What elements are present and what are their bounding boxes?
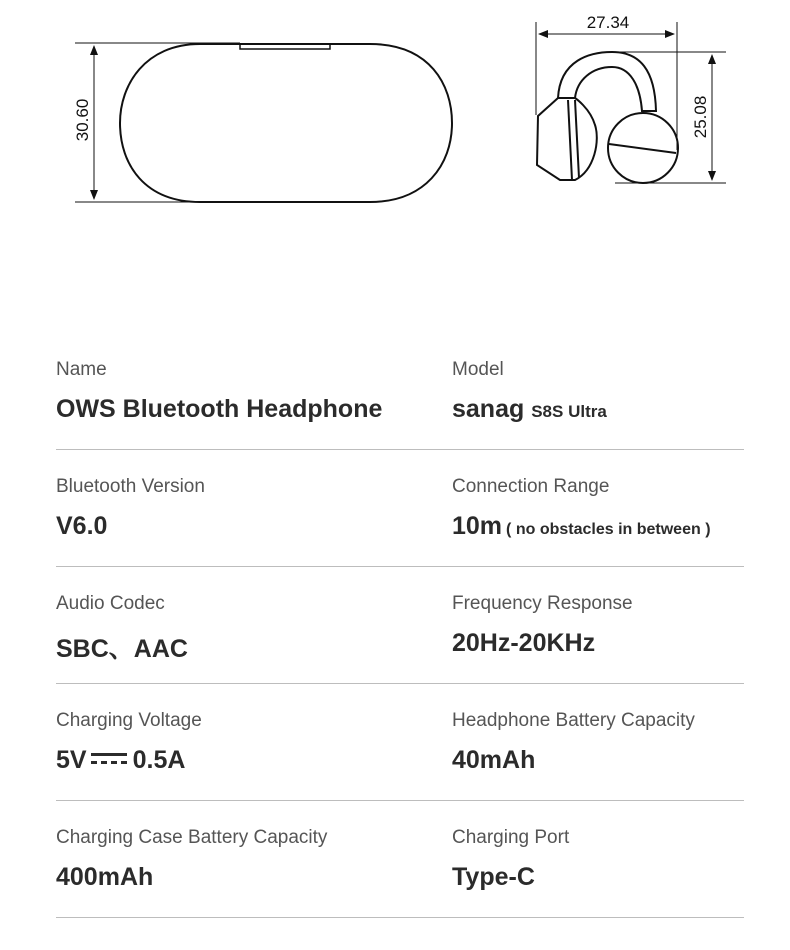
spec-value: OWS Bluetooth Headphone bbox=[56, 395, 383, 423]
spec-label: Connection Range bbox=[452, 476, 610, 497]
spec-row bbox=[56, 333, 744, 450]
spec-row bbox=[56, 684, 744, 801]
spec-value: Type-C bbox=[452, 863, 535, 891]
earbud-width-label: 27.34 bbox=[586, 13, 630, 32]
case-height-label: 30.60 bbox=[73, 98, 92, 142]
spec-value: 20Hz-20KHz bbox=[452, 629, 596, 657]
spec-value: 10m bbox=[452, 512, 503, 540]
spec-table bbox=[56, 333, 744, 918]
spec-row bbox=[56, 801, 744, 918]
voltage-value: 5V bbox=[56, 746, 87, 774]
earbud-drawing bbox=[537, 52, 678, 183]
dc-symbol-icon bbox=[91, 751, 127, 765]
spec-row bbox=[56, 450, 744, 567]
spec-label: Audio Codec bbox=[56, 593, 165, 614]
brand-name: sanag bbox=[452, 395, 525, 423]
spec-label: Charging Voltage bbox=[56, 710, 202, 731]
current-value: 0.5A bbox=[132, 746, 186, 774]
spec-value: SBC、AAC bbox=[56, 635, 188, 663]
spec-value: 40mAh bbox=[452, 746, 536, 774]
spec-note: ( no obstacles in between ) bbox=[506, 521, 711, 538]
spec-label: Charging Port bbox=[452, 827, 570, 848]
spec-label: Frequency Response bbox=[452, 593, 633, 614]
charging-case-drawing bbox=[120, 44, 452, 202]
spec-row bbox=[56, 567, 744, 684]
spec-label: Name bbox=[56, 359, 107, 380]
dimension-drawings bbox=[0, 0, 790, 260]
earbud-height-label: 25.08 bbox=[691, 95, 710, 139]
spec-label: Model bbox=[452, 359, 504, 380]
model-name: S8S Ultra bbox=[531, 402, 607, 421]
spec-label: Bluetooth Version bbox=[56, 476, 205, 497]
spec-label: Charging Case Battery Capacity bbox=[56, 827, 328, 848]
spec-value: V6.0 bbox=[56, 512, 108, 540]
spec-value: 400mAh bbox=[56, 863, 154, 891]
spec-label: Headphone Battery Capacity bbox=[452, 710, 695, 731]
